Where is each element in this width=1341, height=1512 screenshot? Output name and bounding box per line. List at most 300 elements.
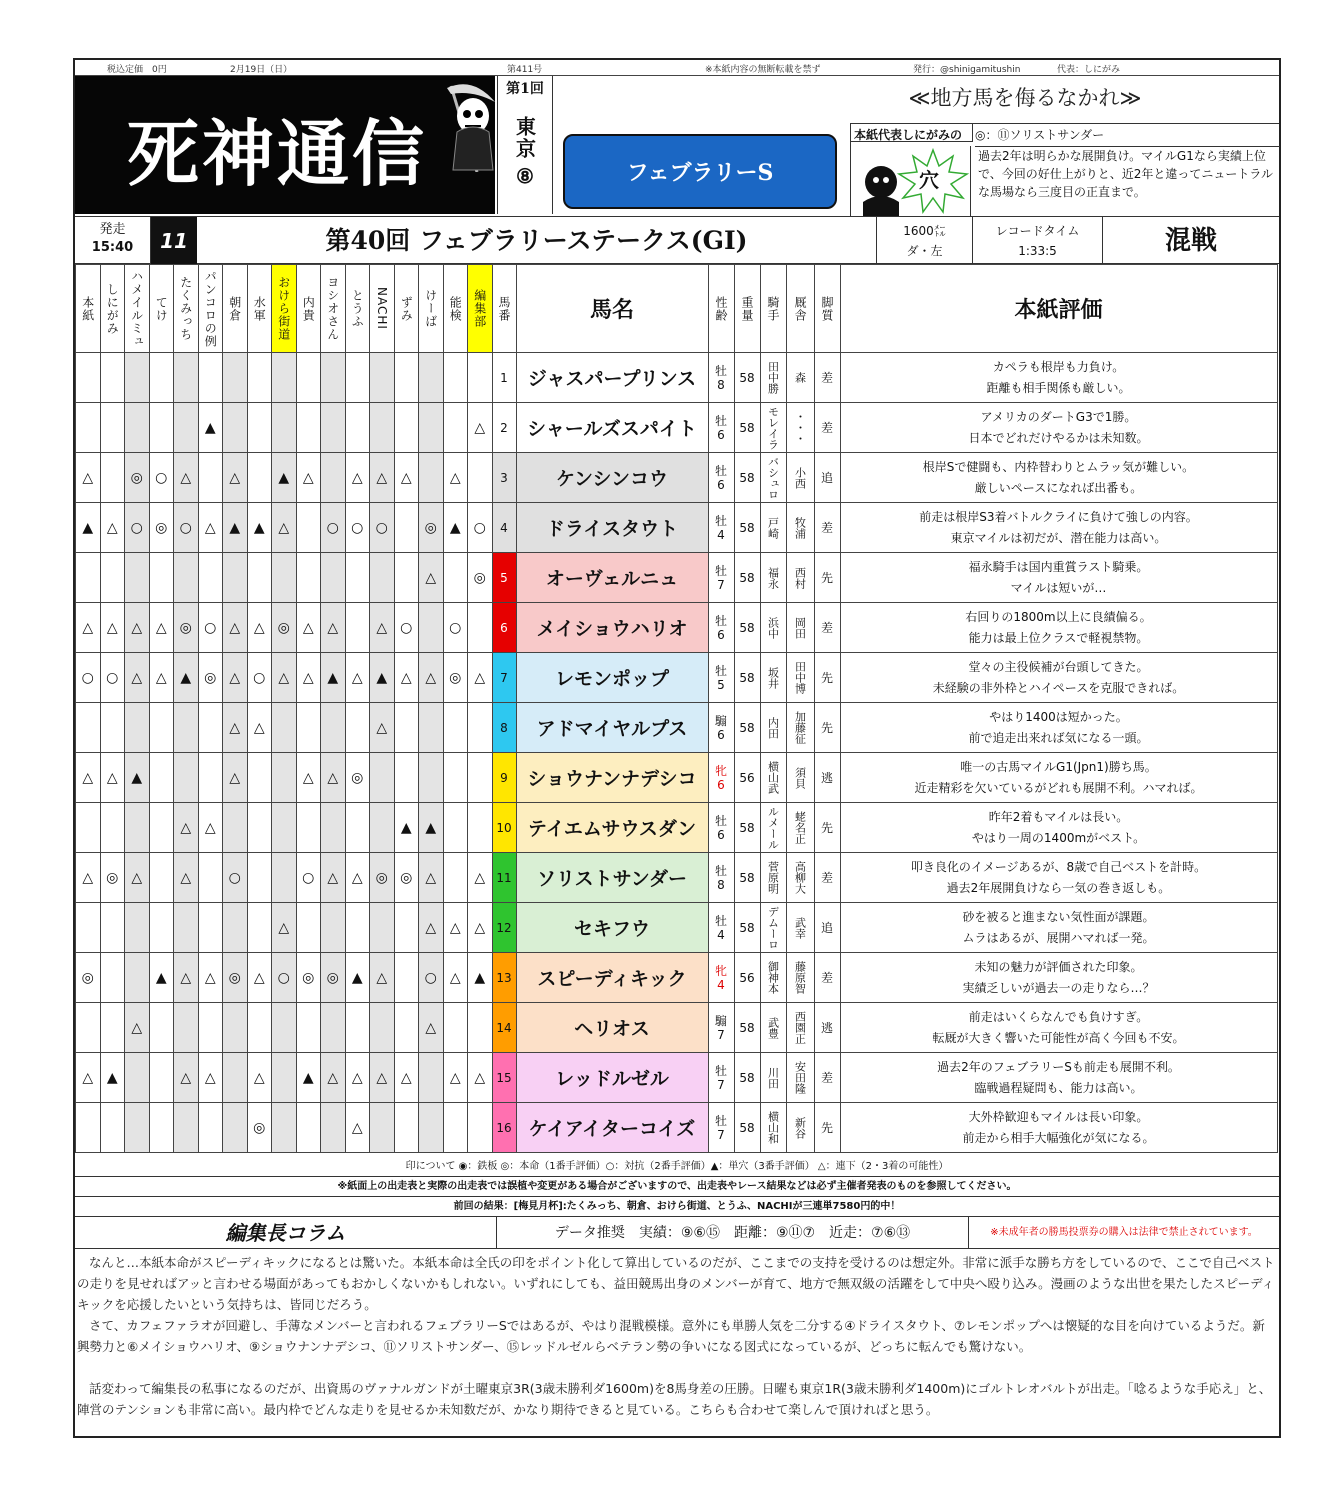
pick-description: 過去2年は明らかな展開負け。マイルG1なら実績上位で、今回の好仕上がりと、近2年と違ってニュートラルな馬場なら三度目の正直まで。 (975, 146, 1280, 201)
prediction-mark: ○ (468, 503, 493, 553)
prediction-mark (394, 503, 419, 553)
prediction-mark: ▲ (321, 653, 346, 703)
horse-name: シャールズスパイト (516, 403, 708, 453)
horse-number: 1 (492, 353, 516, 403)
prediction-mark: △ (419, 853, 444, 903)
prediction-mark (125, 703, 150, 753)
record-time: 1:33:5 (1018, 244, 1057, 258)
prediction-mark (198, 353, 223, 403)
predictor-name: おけら街道 (276, 276, 291, 341)
horse-number: 2 (492, 403, 516, 453)
prediction-mark: ▲ (149, 953, 174, 1003)
jockey-name: 戸崎 (766, 516, 780, 539)
prediction-mark (370, 403, 395, 453)
weight: 58 (734, 1103, 760, 1153)
prediction-mark (296, 1003, 321, 1053)
prediction-mark: ○ (272, 953, 297, 1003)
horse-number: 13 (492, 953, 516, 1003)
jockey-name: モレイラ (766, 405, 780, 450)
prediction-mark (125, 1053, 150, 1103)
evaluation-line: 東京マイルは初だが、潜在能力は高い。 (950, 530, 1167, 545)
table-row (76, 653, 1278, 703)
prediction-mark (247, 903, 272, 953)
horse-number: 8 (492, 703, 516, 753)
predictor-name: 内貴 (301, 295, 316, 322)
reaper-icon (443, 82, 499, 172)
prediction-mark: ◎ (149, 503, 174, 553)
prediction-mark (198, 453, 223, 503)
newspaper-page (73, 58, 1281, 1438)
prediction-mark (468, 353, 493, 403)
prediction-mark: △ (149, 653, 174, 703)
jockey-name: デムーロ (766, 905, 780, 950)
evaluation (840, 903, 1277, 953)
prediction-mark (76, 403, 101, 453)
prediction-mark: △ (174, 1053, 199, 1103)
prediction-mark: ▲ (296, 1053, 321, 1103)
prediction-mark: △ (443, 1053, 468, 1103)
sex-age (708, 703, 734, 753)
prediction-mark: ◎ (468, 553, 493, 603)
predictor-header (443, 265, 468, 353)
horse-number: 3 (492, 453, 516, 503)
prediction-mark (149, 353, 174, 403)
horse-name: オーヴェルニュ (516, 553, 708, 603)
prediction-mark: △ (125, 653, 150, 703)
jockey (760, 353, 786, 403)
prediction-mark: △ (419, 653, 444, 703)
predictor-name: NACHI (374, 287, 389, 330)
horse-name: ケイアイターコイズ (516, 1103, 708, 1153)
evaluation (840, 653, 1277, 703)
trainer (786, 1003, 814, 1053)
prediction-mark: △ (468, 903, 493, 953)
prediction-mark: ◎ (174, 603, 199, 653)
prediction-mark (272, 803, 297, 853)
distance-box (877, 217, 973, 265)
prediction-mark: ○ (345, 503, 370, 553)
trainer (786, 503, 814, 553)
running-style: 差 (814, 953, 840, 1003)
date: 2月19日（日） (230, 65, 293, 75)
prediction-mark: △ (174, 453, 199, 503)
prediction-mark: ▲ (345, 953, 370, 1003)
evaluation (840, 753, 1277, 803)
race-number: 11 (151, 217, 197, 265)
trainer-name: 新谷 (793, 1116, 807, 1139)
prediction-mark (198, 703, 223, 753)
pick-horse: ◎：⑪ソリストサンダー (975, 128, 1105, 142)
column-header-label: 騎手 (766, 295, 780, 322)
prediction-mark (419, 453, 444, 503)
prediction-mark (394, 353, 419, 403)
table-row (76, 853, 1278, 903)
prediction-mark: △ (247, 1053, 272, 1103)
trainer-name: 蛯名正 (793, 811, 807, 844)
prediction-mark: ◎ (345, 753, 370, 803)
minor-warning: ※未成年者の勝馬投票券の購入は法律で禁止されています。 (990, 1227, 1258, 1238)
column-header-label: 馬番 (497, 295, 511, 322)
prediction-mark (125, 353, 150, 403)
prediction-mark (468, 703, 493, 753)
prediction-mark: △ (100, 503, 125, 553)
prediction-mark (296, 703, 321, 753)
horse-number: 7 (492, 653, 516, 703)
column-paragraph: さて、カフェファラオが回避し、手薄なメンバーと言われるフェブラリーSではあるが、やはり混戦模様。意外にも単勝人気を二分する④ドライスタウト、⑦レモンポップへは懐疑的な目を向けているようだ。新興勢力と⑥メイショウハリオ、⑨ショウナンナデシコ、⑪ソリストサンダー、⑮レッドルゼルらベテラン勢の争いになる図式になっているが、どっちに転んでも驚けない。 (77, 1318, 1265, 1354)
evaluation (840, 1003, 1277, 1053)
evaluation-line: 能力は最上位クラスで軽視禁物。 (968, 630, 1149, 645)
copyright-notice: ※本紙内容の無断転載を禁ず (705, 65, 821, 75)
trainer-name: 牧浦 (793, 516, 807, 539)
weight: 58 (734, 903, 760, 953)
prediction-mark (223, 1053, 248, 1103)
evaluation (840, 453, 1277, 503)
weight: 58 (734, 1003, 760, 1053)
evaluation (840, 953, 1277, 1003)
prediction-mark (296, 803, 321, 853)
prediction-mark (247, 353, 272, 403)
weight: 58 (734, 653, 760, 703)
predictor-header (149, 265, 174, 353)
evaluation (840, 403, 1277, 453)
predictor-header (419, 265, 444, 353)
predictor-header (76, 265, 101, 353)
evaluation (840, 1103, 1277, 1153)
prediction-mark (272, 1103, 297, 1153)
prediction-mark (100, 403, 125, 453)
trainer (786, 553, 814, 603)
evaluation-line: 日本でどれだけやるかは未知数。 (968, 430, 1149, 445)
trainer (786, 403, 814, 453)
sex: 騸 (714, 1013, 727, 1028)
record-label: レコードタイム (995, 224, 1080, 238)
horse-number: 11 (492, 853, 516, 903)
prediction-mark (125, 953, 150, 1003)
column-header-weight (734, 265, 760, 353)
horse-number: 9 (492, 753, 516, 803)
horse-number: 12 (492, 903, 516, 953)
table-row (76, 353, 1278, 403)
prediction-mark (370, 553, 395, 603)
prediction-mark (247, 853, 272, 903)
prediction-mark (100, 803, 125, 853)
jockey (760, 803, 786, 853)
prediction-mark (223, 403, 248, 453)
prediction-mark: ▲ (394, 803, 419, 853)
trainer-name: ・・・ (793, 411, 807, 444)
column-paragraph: なんと…本紙本命がスピーディキックになるとは驚いた。本紙本命は全氏の印をポイント化して算出しているのだが、ここまでの支持を受けるのは想定外。非常に派手な勝ち方をしているので、ここで自己ベストの走りを見せればアッと言わせる場面があってもおかしくないかもしれない。いずれにしても、益田競馬出身のメンバーが育て、地方で無双級の活躍をして中央へ殴り込み。漫画のような出世を果たしたスピーディキックを応援したいという気持ちは、皆同じだろう。 (77, 1255, 1275, 1312)
prediction-mark (272, 703, 297, 753)
age: 6 (717, 777, 725, 792)
prediction-mark: △ (345, 853, 370, 903)
prediction-mark (125, 1103, 150, 1153)
prediction-mark (345, 803, 370, 853)
sex: 牡 (714, 363, 727, 378)
running-style: 先 (814, 803, 840, 853)
prediction-mark: △ (321, 1053, 346, 1103)
prediction-mark: △ (468, 403, 493, 453)
sex: 牝 (714, 763, 727, 778)
predictor-name: てけ (154, 295, 169, 322)
prediction-mark (198, 903, 223, 953)
prediction-mark (394, 1103, 419, 1153)
prediction-mark (272, 1053, 297, 1103)
running-style: 差 (814, 403, 840, 453)
prediction-mark: △ (76, 753, 101, 803)
prediction-mark: △ (223, 703, 248, 753)
prediction-mark: ▲ (100, 1053, 125, 1103)
prediction-mark (272, 1003, 297, 1053)
prediction-mark (149, 1053, 174, 1103)
age: 6 (717, 477, 725, 492)
prediction-mark (296, 1103, 321, 1153)
sex-age (708, 653, 734, 703)
prediction-mark: ▲ (468, 953, 493, 1003)
horse-name: セキフウ (516, 903, 708, 953)
table-row (76, 753, 1278, 803)
prediction-mark: ○ (321, 503, 346, 553)
predictor-name: ずみ (399, 295, 414, 322)
column-body (77, 1252, 1277, 1420)
prediction-mark: △ (272, 503, 297, 553)
editor-pick (850, 123, 1279, 216)
horse-name: ショウナンナデシコ (516, 753, 708, 803)
jockey (760, 603, 786, 653)
evaluation-line: 未知の魅力が評価された印象。 (974, 959, 1143, 974)
predictor-name: パンコロの例 (203, 269, 218, 348)
prediction-mark (174, 353, 199, 403)
evaluation-line: 右回りの1800m以上に良績偏る。 (965, 609, 1152, 624)
sex: 牡 (714, 413, 727, 428)
sex: 牡 (714, 1113, 727, 1128)
jockey-name: 川田 (766, 1066, 780, 1089)
start-time: 15:40 (91, 240, 134, 255)
prediction-mark: ○ (296, 853, 321, 903)
prediction-mark (443, 803, 468, 853)
prediction-mark (419, 353, 444, 403)
meeting-venue: 東京 (512, 116, 537, 160)
prediction-mark (443, 353, 468, 403)
prediction-mark (174, 1103, 199, 1153)
prediction-mark: ◎ (247, 1103, 272, 1153)
predictor-header (247, 265, 272, 353)
prediction-mark (345, 553, 370, 603)
evaluation (840, 603, 1277, 653)
prediction-mark (419, 703, 444, 753)
evaluation (840, 353, 1277, 403)
weight: 58 (734, 453, 760, 503)
jockey-name: 菅原明 (766, 861, 780, 894)
prediction-mark: ○ (174, 503, 199, 553)
prediction-mark: △ (370, 453, 395, 503)
weight: 58 (734, 853, 760, 903)
publisher: 発行：@shinigamitushin (913, 65, 1021, 75)
jockey (760, 553, 786, 603)
predictor-header (394, 265, 419, 353)
prediction-mark (419, 1053, 444, 1103)
prediction-mark (76, 353, 101, 403)
jockey-name: バシュロ (766, 455, 780, 500)
prediction-mark (247, 403, 272, 453)
prediction-mark (321, 1103, 346, 1153)
prediction-mark: ▲ (125, 753, 150, 803)
evaluation (840, 503, 1277, 553)
evaluation-line: やはり1400は短かった。 (989, 709, 1128, 724)
table-row (76, 403, 1278, 453)
age: 7 (717, 1027, 725, 1042)
horse-number: 5 (492, 553, 516, 603)
trainer (786, 803, 814, 853)
evaluation-line: 未経験の非外枠とハイペースを克服できれば。 (932, 680, 1185, 695)
horse-name: テイエムサウスダン (516, 803, 708, 853)
prediction-mark (394, 1003, 419, 1053)
running-style: 追 (814, 903, 840, 953)
age: 8 (717, 877, 725, 892)
running-style: 差 (814, 503, 840, 553)
evaluation (840, 703, 1277, 753)
prediction-mark: △ (321, 853, 346, 903)
prediction-mark (394, 753, 419, 803)
sex: 牝 (714, 963, 727, 978)
logo-title: 死神通信 (127, 111, 428, 196)
prediction-mark (419, 403, 444, 453)
predictor-name: しにがみ (105, 282, 120, 335)
prediction-mark: ○ (394, 603, 419, 653)
prediction-mark (394, 553, 419, 603)
entry-table (75, 264, 1278, 1153)
prediction-mark (272, 853, 297, 903)
table-row (76, 553, 1278, 603)
surface: ダ・左 (906, 244, 943, 258)
prediction-mark (100, 553, 125, 603)
evaluation (840, 553, 1277, 603)
prediction-mark: △ (223, 653, 248, 703)
prediction-mark (76, 903, 101, 953)
prediction-mark: ▲ (223, 503, 248, 553)
trainer (786, 703, 814, 753)
prediction-mark: △ (174, 953, 199, 1003)
evaluation (840, 803, 1277, 853)
pick-illustration (853, 146, 971, 216)
evaluation-line: 実績乏しいが過去一の走りなら…？ (962, 980, 1155, 995)
age: 6 (717, 627, 725, 642)
evaluation-line: 前で追走出来れば気になる一頭。 (968, 730, 1149, 745)
weight: 58 (734, 1053, 760, 1103)
evaluation-line: 大外枠歓迎もマイルは長い印象。 (968, 1109, 1149, 1124)
jockey (760, 853, 786, 903)
jockey (760, 903, 786, 953)
prediction-mark: ◎ (321, 953, 346, 1003)
prediction-mark: △ (394, 653, 419, 703)
age: 6 (717, 427, 725, 442)
prediction-mark (174, 1003, 199, 1053)
prediction-mark: ○ (443, 603, 468, 653)
prediction-mark (370, 803, 395, 853)
prediction-mark (149, 553, 174, 603)
predictor-header (370, 265, 395, 353)
prediction-mark (198, 1103, 223, 1153)
prediction-mark (321, 803, 346, 853)
predictor-name: ハメイルミュ (129, 269, 144, 348)
prediction-mark: ◎ (296, 953, 321, 1003)
prediction-mark (370, 1003, 395, 1053)
sex-age (708, 603, 734, 653)
prediction-mark (100, 1003, 125, 1053)
meeting-day: ⑧ (513, 164, 537, 190)
predictor-header (100, 265, 125, 353)
prediction-mark: △ (198, 1053, 223, 1103)
prediction-mark (247, 803, 272, 853)
age: 8 (717, 377, 725, 392)
predictor-name: 本紙 (80, 295, 95, 322)
sex-age (708, 1003, 734, 1053)
prediction-mark: △ (198, 503, 223, 553)
column-paragraph: 話変わって編集長の私事になるのだが、出資馬のヴァナルガンドが土曜東京3R(3歳未勝利ダ1600m)を8馬身差の圧勝。日曜も東京1R(3歳未勝利ダ1400m)にゴルトレオバルトが出走。「唸るような手応え」と、陣営のテンションも非常に高い。最内枠でどんな走りを見せるか未知数だが、かなり期待できると見ている。こちらも合わせて楽しんで頂ければと思う。 (77, 1381, 1272, 1417)
column-header-label: 性齢 (714, 295, 728, 322)
predictor-header (198, 265, 223, 353)
age: 7 (717, 577, 725, 592)
table-row (76, 1003, 1278, 1053)
prediction-mark (223, 1003, 248, 1053)
weight: 58 (734, 603, 760, 653)
prediction-mark (468, 753, 493, 803)
prediction-mark (76, 1003, 101, 1053)
prediction-mark (247, 1003, 272, 1053)
sex-age (708, 1103, 734, 1153)
evaluation-line: 昨年2着もマイルは長い。 (988, 809, 1129, 824)
evaluation-line: マイルは短いが… (1010, 580, 1107, 595)
running-style: 差 (814, 353, 840, 403)
column-header-jockey (760, 265, 786, 353)
predictor-name: とうふ (350, 289, 365, 328)
prediction-mark: △ (125, 603, 150, 653)
prediction-mark: △ (345, 653, 370, 703)
prediction-mark: ◎ (370, 853, 395, 903)
horse-name: ソリストサンダー (516, 853, 708, 903)
jockey (760, 1103, 786, 1153)
prediction-mark (370, 903, 395, 953)
horse-name: ドライスタウト (516, 503, 708, 553)
prediction-mark (296, 903, 321, 953)
prediction-mark: △ (76, 853, 101, 903)
pick-mark: 穴 (919, 168, 939, 192)
prediction-mark: △ (149, 603, 174, 653)
predictor-name: けーば (423, 289, 438, 328)
evaluation-line: 臨戦過程疑問も、能力は高い。 (974, 1080, 1143, 1095)
prediction-mark (419, 753, 444, 803)
running-style: 差 (814, 853, 840, 903)
column-header-label: 本紙評価 (1014, 297, 1103, 323)
weight: 58 (734, 403, 760, 453)
evaluation-line: 唯一の古馬マイルG1(Jpn1)勝ち馬。 (960, 759, 1157, 774)
predictor-name: たくみっち (178, 276, 193, 341)
horse-number: 15 (492, 1053, 516, 1103)
prediction-mark: ▲ (198, 403, 223, 453)
running-style: 差 (814, 1053, 840, 1103)
evaluation-line: 近走精彩を欠いているがどれも展開不利。ハマれば。 (914, 780, 1203, 795)
prediction-mark: △ (468, 853, 493, 903)
prediction-mark: △ (345, 453, 370, 503)
prediction-mark: △ (247, 953, 272, 1003)
prediction-mark: △ (247, 603, 272, 653)
prediction-mark (345, 603, 370, 653)
prediction-mark: △ (100, 753, 125, 803)
prediction-mark: △ (370, 703, 395, 753)
running-style: 先 (814, 653, 840, 703)
horse-name: ジャスパープリンス (516, 353, 708, 403)
prediction-mark: △ (272, 653, 297, 703)
column-header-label: 脚質 (820, 295, 834, 322)
